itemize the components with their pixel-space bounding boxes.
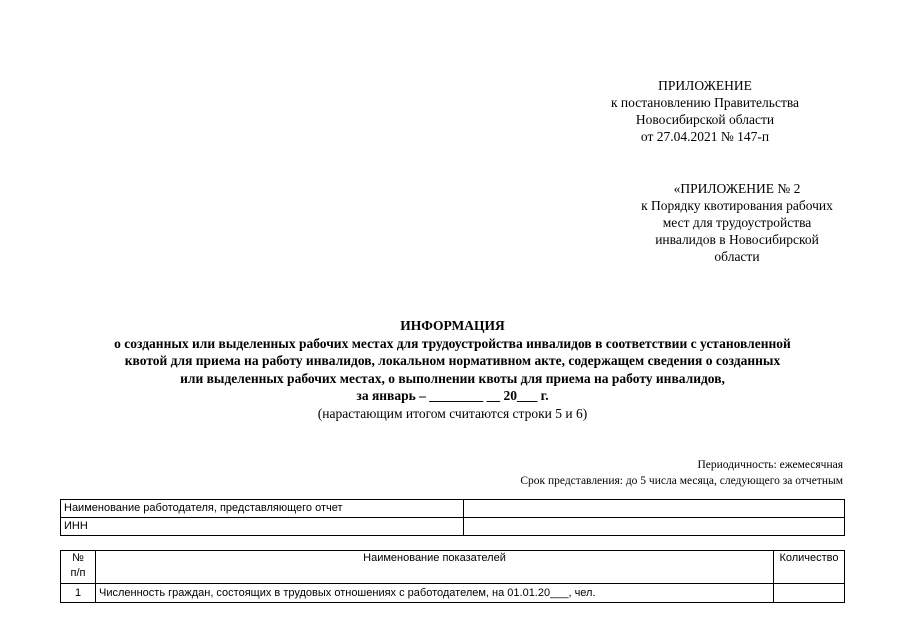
annex-2-line: инвалидов в Новосибирской <box>655 232 819 247</box>
quantity-field[interactable] <box>774 584 845 603</box>
document-heading <box>40 317 865 422</box>
annex-1-line: Новосибирской области <box>635 112 775 127</box>
employer-name-label: Наименование работодателя, представляющего отчет <box>61 500 464 518</box>
periodicity-text: Периодичность: ежемесячная <box>697 459 843 471</box>
table-row <box>61 500 845 518</box>
heading-note: (нарастающим итогом считаются строки 5 и 6) <box>317 405 588 421</box>
table-header-row <box>61 551 845 584</box>
inn-field[interactable] <box>464 518 845 536</box>
heading-line: или выделенных рабочих местах, о выполнении квоты для приема на работу инвалидов, <box>180 370 725 386</box>
indicators-table <box>60 550 845 603</box>
heading-line: квотой для приема на работу инвалидов, локальном нормативном акте, содержащем сведения о созданных <box>124 353 781 368</box>
quantity-column-header: Количество <box>774 551 845 584</box>
table-row <box>61 518 845 536</box>
table-row <box>61 584 845 603</box>
annex-2-line: области <box>714 249 760 264</box>
indicator-name-column-header: Наименование показателей <box>96 551 774 584</box>
annex-1-line: к постановлению Правительства <box>610 95 800 110</box>
annex-1-title: ПРИЛОЖЕНИЕ <box>658 78 752 93</box>
annex-1-date: от 27.04.2021 № 147-п <box>640 129 770 144</box>
inn-label: ИНН <box>61 518 464 536</box>
number-header-line: № <box>72 552 84 564</box>
deadline-text: Срок представления: до 5 числа месяца, следующего за отчетным <box>520 475 843 487</box>
row-number: 1 <box>61 584 96 603</box>
annex-2-line: мест для трудоустройства <box>662 215 812 230</box>
indicator-name: Численность граждан, состоящих в трудовых отношениях с работодателем, на 01.01.20___, чел. <box>96 584 774 603</box>
number-column-header <box>61 551 96 584</box>
annex-2-title: «ПРИЛОЖЕНИЕ № 2 <box>673 181 801 196</box>
employer-name-field[interactable] <box>464 500 845 518</box>
employer-table <box>60 499 845 536</box>
annex-1-block <box>560 77 850 145</box>
document-title: ИНФОРМАЦИЯ <box>400 318 505 333</box>
annex-2-line: к Порядку квотирования рабочих <box>641 198 833 213</box>
number-header-line: п/п <box>70 567 86 579</box>
heading-line: о созданных или выделенных рабочих местах для трудоустройства инвалидов в соответствии с установленной <box>114 335 791 351</box>
annex-2-block <box>592 180 882 265</box>
heading-period-line: за январь – ________ __ 20___ г. <box>356 388 549 403</box>
